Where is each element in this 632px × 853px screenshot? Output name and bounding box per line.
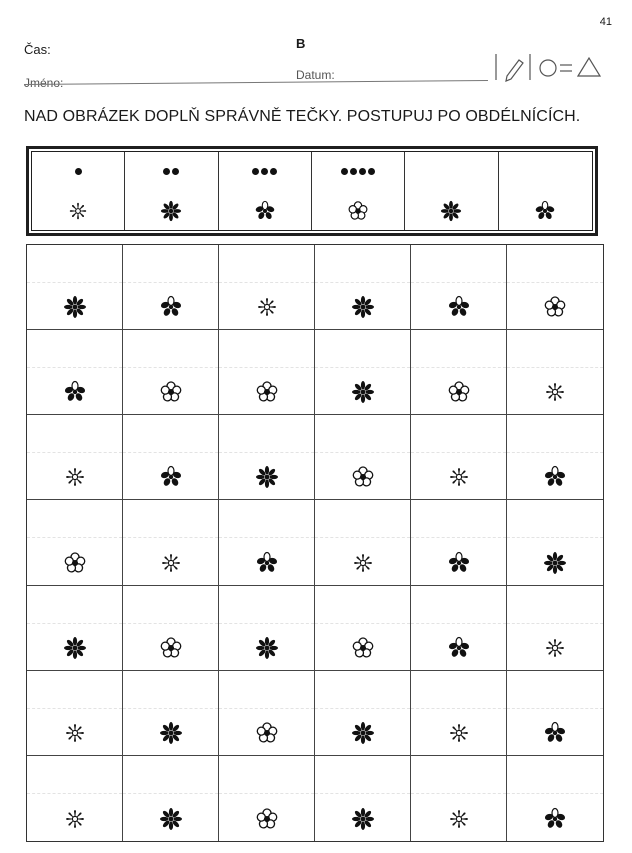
- dot-area: [507, 452, 603, 453]
- grid-cell[interactable]: [507, 330, 603, 415]
- round-flower-icon: [351, 465, 375, 489]
- open-star-icon: [543, 380, 567, 404]
- dark-star-icon: [255, 465, 279, 489]
- grid-cell[interactable]: [219, 330, 315, 415]
- dot-area: [219, 708, 314, 709]
- round-flower-icon: [255, 721, 279, 745]
- dark-star-icon: [255, 636, 279, 660]
- dot-area: [411, 282, 506, 283]
- dot-area: [411, 367, 506, 368]
- grid-cell[interactable]: [411, 586, 507, 671]
- legend-dots-cell: [312, 152, 405, 191]
- tool-icons: [494, 52, 604, 82]
- time-label: Čas:: [24, 42, 51, 57]
- open-star-icon: [63, 465, 87, 489]
- dot-area: [315, 282, 410, 283]
- grid-cell[interactable]: [411, 330, 507, 415]
- legend-dots-cell: [499, 152, 592, 191]
- open-star-icon: [63, 721, 87, 745]
- dot-area: [123, 367, 218, 368]
- grid-cell[interactable]: [507, 500, 603, 585]
- grid-cell[interactable]: [27, 330, 123, 415]
- dot-area: [27, 708, 122, 709]
- dot-area: [27, 452, 122, 453]
- variant-label: B: [296, 36, 306, 51]
- pencil-icon: [506, 60, 523, 81]
- dot-area: [411, 452, 506, 453]
- dot-icon: [172, 168, 179, 175]
- exercise-grid: [26, 244, 604, 842]
- dot-area: [123, 452, 218, 453]
- butterfly-flower-icon: [159, 295, 183, 319]
- dot-area: [27, 282, 122, 283]
- grid-cell[interactable]: [315, 245, 411, 330]
- legend-dots-cell: [405, 152, 498, 191]
- name-label: Jméno:: [24, 76, 64, 90]
- legend-dots-cell: [219, 152, 312, 191]
- grid-cell[interactable]: [411, 756, 507, 841]
- dot-icon: [270, 168, 277, 175]
- dot-area: [315, 623, 410, 624]
- dot-area: [507, 793, 603, 794]
- dot-area: [123, 537, 218, 538]
- grid-cell[interactable]: [315, 500, 411, 585]
- open-star-icon: [159, 551, 183, 575]
- legend-symbol-cell: [125, 191, 218, 230]
- grid-cell[interactable]: [123, 415, 219, 500]
- dot-area: [123, 282, 218, 283]
- legend-table: [31, 151, 593, 231]
- dot-area: [507, 537, 603, 538]
- legend-box: [26, 146, 598, 236]
- dot-count: [341, 168, 375, 175]
- dot-icon: [261, 168, 268, 175]
- dot-area: [219, 623, 314, 624]
- open-star-icon: [447, 807, 471, 831]
- date-label: Datum:: [296, 68, 335, 82]
- dot-area: [219, 452, 314, 453]
- dot-area: [219, 793, 314, 794]
- dot-area: [123, 793, 218, 794]
- grid-cell[interactable]: [219, 586, 315, 671]
- grid-cell[interactable]: [315, 415, 411, 500]
- dot-icon: [163, 168, 170, 175]
- grid-cell[interactable]: [507, 415, 603, 500]
- dot-area: [123, 623, 218, 624]
- dot-area: [27, 537, 122, 538]
- grid-cell[interactable]: [123, 500, 219, 585]
- dark-star-icon: [440, 200, 462, 222]
- dark-star-icon: [351, 295, 375, 319]
- dot-area: [315, 708, 410, 709]
- legend-symbol-cell: [32, 191, 125, 230]
- round-flower-icon: [63, 551, 87, 575]
- dot-area: [507, 623, 603, 624]
- dot-icon: [350, 168, 357, 175]
- dot-area: [315, 452, 410, 453]
- instruction-text: NAD OBRÁZEK DOPLŇ SPRÁVNĚ TEČKY. POSTUPUJ PO OBDÉLNÍCÍCH.: [24, 108, 581, 125]
- dark-star-icon: [159, 807, 183, 831]
- grid-cell[interactable]: [27, 756, 123, 841]
- open-star-icon: [447, 721, 471, 745]
- round-flower-icon: [543, 295, 567, 319]
- dot-area: [123, 708, 218, 709]
- grid-cell[interactable]: [315, 756, 411, 841]
- grid-cell[interactable]: [507, 671, 603, 756]
- legend-symbol-cell: [312, 191, 405, 230]
- dark-star-icon: [351, 380, 375, 404]
- dot-count: [75, 168, 82, 175]
- legend-dots-cell: [32, 152, 125, 191]
- round-flower-icon: [351, 636, 375, 660]
- open-star-icon: [543, 636, 567, 660]
- dot-area: [27, 367, 122, 368]
- circle-icon: [540, 60, 556, 76]
- grid-cell[interactable]: [219, 671, 315, 756]
- butterfly-flower-icon: [159, 465, 183, 489]
- dot-area: [219, 367, 314, 368]
- grid-cell[interactable]: [315, 330, 411, 415]
- dot-area: [411, 537, 506, 538]
- dot-icon: [252, 168, 259, 175]
- dot-count: [163, 168, 179, 175]
- grid-cell[interactable]: [27, 671, 123, 756]
- butterfly-flower-icon: [447, 551, 471, 575]
- butterfly-flower-icon: [543, 807, 567, 831]
- dark-star-icon: [63, 636, 87, 660]
- butterfly-flower-icon: [255, 551, 279, 575]
- grid-cell[interactable]: [507, 756, 603, 841]
- dot-area: [219, 537, 314, 538]
- butterfly-flower-icon: [534, 200, 556, 222]
- dot-area: [27, 623, 122, 624]
- grid-cell[interactable]: [27, 500, 123, 585]
- grid-cell[interactable]: [27, 415, 123, 500]
- dot-area: [507, 282, 603, 283]
- grid-cell[interactable]: [411, 671, 507, 756]
- grid-cell[interactable]: [27, 245, 123, 330]
- round-flower-icon: [159, 636, 183, 660]
- butterfly-flower-icon: [63, 380, 87, 404]
- dark-star-icon: [159, 721, 183, 745]
- grid-cell[interactable]: [507, 586, 603, 671]
- grid-cell[interactable]: [219, 756, 315, 841]
- dot-icon: [341, 168, 348, 175]
- dark-star-icon: [351, 721, 375, 745]
- butterfly-flower-icon: [543, 721, 567, 745]
- grid-cell[interactable]: [219, 245, 315, 330]
- dot-icon: [359, 168, 366, 175]
- grid-cell[interactable]: [315, 586, 411, 671]
- round-flower-icon: [255, 807, 279, 831]
- dot-area: [411, 793, 506, 794]
- dot-area: [219, 282, 314, 283]
- grid-cell[interactable]: [123, 330, 219, 415]
- grid-cell[interactable]: [27, 586, 123, 671]
- equals-icon: [560, 65, 572, 71]
- round-flower-icon: [159, 380, 183, 404]
- name-date-line: [24, 80, 488, 85]
- grid-cell[interactable]: [219, 500, 315, 585]
- grid-cell[interactable]: [411, 415, 507, 500]
- dark-star-icon: [543, 551, 567, 575]
- legend-symbol-cell: [219, 191, 312, 230]
- dot-area: [507, 708, 603, 709]
- grid-cell[interactable]: [123, 756, 219, 841]
- grid-cell[interactable]: [123, 586, 219, 671]
- dot-area: [507, 367, 603, 368]
- grid-cell[interactable]: [219, 415, 315, 500]
- legend-symbol-cell: [405, 191, 498, 230]
- round-flower-icon: [347, 200, 369, 222]
- grid-cell[interactable]: [507, 245, 603, 330]
- butterfly-flower-icon: [254, 200, 276, 222]
- dot-area: [315, 367, 410, 368]
- butterfly-flower-icon: [543, 465, 567, 489]
- dot-icon: [75, 168, 82, 175]
- dark-star-icon: [160, 200, 182, 222]
- legend-dots-cell: [125, 152, 218, 191]
- triangle-icon: [578, 58, 600, 76]
- dot-area: [315, 537, 410, 538]
- dot-count: [252, 168, 277, 175]
- grid-cell[interactable]: [123, 245, 219, 330]
- legend-symbol-cell: [499, 191, 592, 230]
- open-star-icon: [63, 807, 87, 831]
- open-star-icon: [67, 200, 89, 222]
- dark-star-icon: [351, 807, 375, 831]
- page-number: 41: [599, 16, 612, 28]
- grid-cell[interactable]: [123, 671, 219, 756]
- butterfly-flower-icon: [447, 636, 471, 660]
- dot-area: [315, 793, 410, 794]
- grid-cell[interactable]: [315, 671, 411, 756]
- open-star-icon: [447, 465, 471, 489]
- dot-area: [411, 623, 506, 624]
- round-flower-icon: [447, 380, 471, 404]
- round-flower-icon: [255, 380, 279, 404]
- open-star-icon: [351, 551, 375, 575]
- grid-cell[interactable]: [411, 245, 507, 330]
- dot-icon: [368, 168, 375, 175]
- grid-cell[interactable]: [411, 500, 507, 585]
- butterfly-flower-icon: [447, 295, 471, 319]
- dot-area: [27, 793, 122, 794]
- dark-star-icon: [63, 295, 87, 319]
- dot-area: [411, 708, 506, 709]
- open-star-icon: [255, 295, 279, 319]
